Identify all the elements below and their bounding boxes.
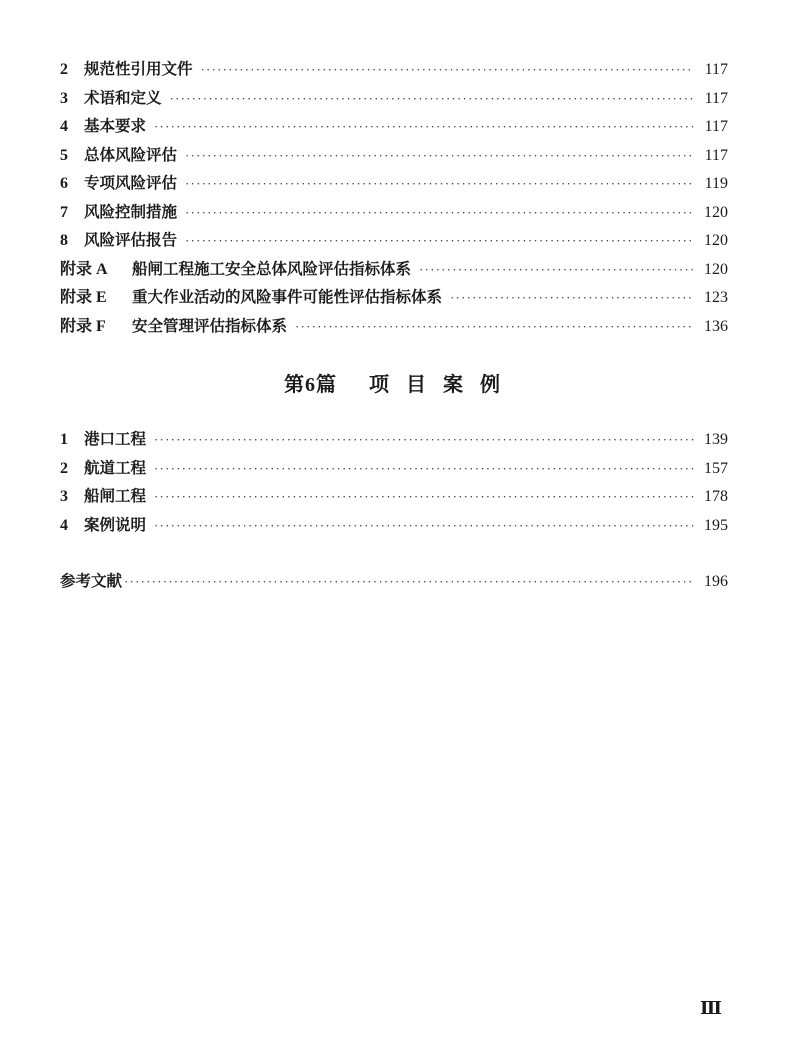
- entry-number: 4: [60, 118, 68, 135]
- references-entry[interactable]: [60, 567, 728, 596]
- entry-title: 总体风险评估: [84, 145, 178, 164]
- toc-entry[interactable]: [60, 169, 728, 198]
- entry-page: 157: [704, 459, 728, 477]
- toc-entry[interactable]: [60, 141, 728, 170]
- entry-page: 139: [704, 431, 728, 448]
- leader-dots: [419, 256, 694, 285]
- entry-title: 船闸工程: [84, 487, 147, 505]
- appendix-label: 附录 E: [60, 289, 107, 306]
- entry-page: 117: [704, 118, 728, 135]
- entry-number: 6: [60, 175, 68, 192]
- entry-page: 117: [704, 61, 728, 78]
- entry-number: 8: [60, 232, 68, 249]
- entry-page: 196: [704, 573, 728, 590]
- toc-entry[interactable]: [60, 511, 728, 540]
- entry-title: 术语和定义: [84, 88, 162, 107]
- entry-title: 风险评估报告: [84, 231, 178, 249]
- entry-title: 规范性引用文件: [84, 60, 193, 78]
- toc-entry[interactable]: [60, 226, 728, 255]
- leader-dots: [154, 455, 694, 484]
- toc-appendix-entry[interactable]: [60, 283, 728, 312]
- entry-title: 案例说明: [84, 515, 147, 534]
- appendix-label: 附录 F: [60, 317, 106, 335]
- leader-dots: [124, 568, 694, 597]
- section-label: 第6篇: [284, 374, 337, 396]
- toc-entry[interactable]: [60, 84, 728, 113]
- entry-number: 2: [60, 61, 68, 78]
- entry-number: 5: [60, 146, 68, 164]
- entry-title: 基本要求: [84, 117, 147, 135]
- section-heading: [0, 368, 790, 397]
- entry-page: 136: [704, 317, 728, 335]
- entry-page: 120: [704, 203, 728, 221]
- entry-page: 120: [704, 232, 728, 249]
- toc-entry[interactable]: [60, 55, 728, 84]
- leader-dots: [154, 113, 694, 142]
- entry-title: 船闸工程施工安全总体风险评估指标体系: [132, 259, 412, 278]
- toc-entry[interactable]: [60, 454, 728, 483]
- toc-section6: [60, 425, 728, 539]
- entry-title: 专项风险评估: [84, 174, 178, 192]
- leader-dots: [185, 227, 694, 256]
- entry-title: 港口工程: [84, 430, 147, 448]
- entry-number: 7: [60, 203, 68, 221]
- leader-dots: [154, 512, 694, 541]
- entry-number: 1: [60, 431, 68, 448]
- toc-entry[interactable]: [60, 425, 728, 454]
- entry-page: 120: [704, 260, 728, 278]
- leader-dots: [185, 170, 694, 199]
- leader-dots: [185, 199, 694, 228]
- entry-number: 3: [60, 89, 68, 107]
- entry-page: 195: [704, 516, 728, 534]
- entry-title: 重大作业活动的风险事件可能性评估指标体系: [132, 288, 443, 306]
- entry-title: 航道工程: [84, 458, 147, 477]
- toc-appendix-entry[interactable]: [60, 312, 728, 341]
- leader-dots: [185, 142, 694, 171]
- entry-page: 117: [704, 89, 728, 107]
- toc-references: [60, 567, 728, 596]
- entry-page: 119: [704, 175, 728, 192]
- entry-page: 123: [704, 289, 728, 306]
- entry-title: 安全管理评估指标体系: [132, 316, 288, 335]
- toc-entry[interactable]: [60, 112, 728, 141]
- toc-entry[interactable]: [60, 482, 728, 511]
- leader-dots: [295, 313, 694, 342]
- entry-number: 2: [60, 459, 68, 477]
- entry-number: 3: [60, 488, 68, 505]
- toc-top: [60, 55, 728, 340]
- section-name: 项 目 案 例: [369, 374, 506, 396]
- toc-entry[interactable]: [60, 198, 728, 227]
- leader-dots: [154, 426, 694, 455]
- leader-dots: [201, 56, 694, 85]
- references-title: 参考文献: [60, 572, 123, 590]
- entry-page: 178: [704, 488, 728, 505]
- page-number: Ⅲ: [700, 998, 722, 1018]
- toc-appendix-entry[interactable]: [60, 255, 728, 284]
- appendix-label: 附录 A: [60, 260, 108, 278]
- leader-dots: [450, 284, 694, 313]
- entry-page: 117: [704, 146, 728, 164]
- entry-number: 4: [60, 516, 68, 534]
- leader-dots: [170, 85, 694, 114]
- entry-title: 风险控制措施: [84, 202, 178, 221]
- leader-dots: [154, 483, 694, 512]
